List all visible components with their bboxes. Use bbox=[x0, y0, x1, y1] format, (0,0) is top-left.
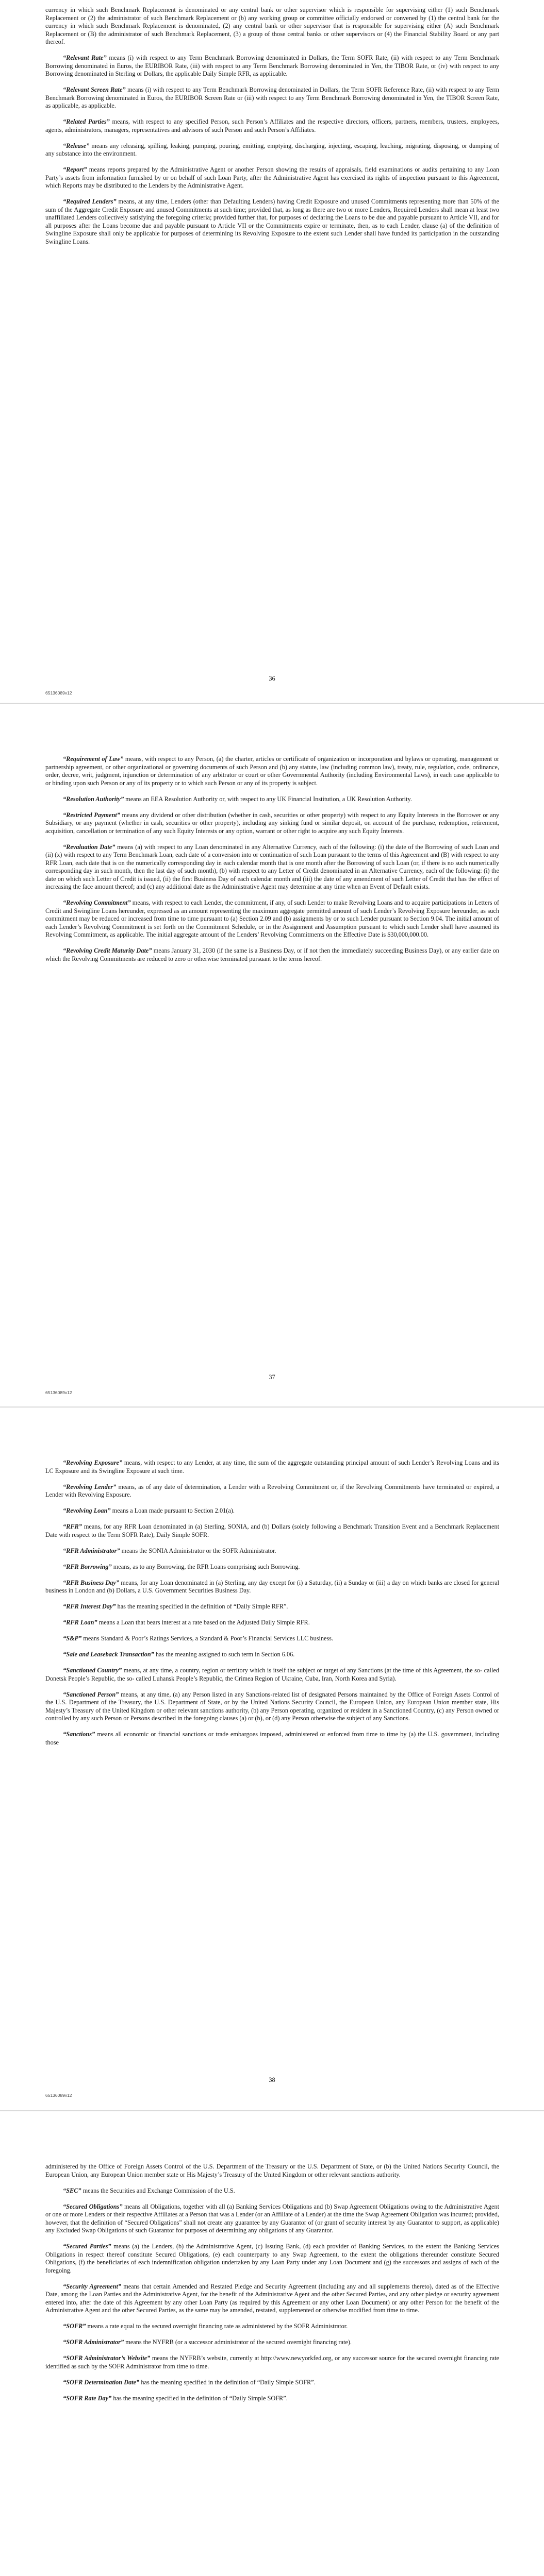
defined-term: “RFR Business Day” bbox=[63, 1579, 119, 1586]
defined-term: “RFR Loan” bbox=[63, 1619, 97, 1626]
definition-relevant-rate: “Relevant Rate” means (i) with respect to any Term Benchmark Borrowing denominated in Dollars, the Term SOFR Rate, (ii) with respect to any Term Benchmark Borrowing denominated in Euros, the EURIBOR Rate, (iii) with respect to any Term Benchmark Borrowing denominated in Yen, the TIBOR Rate, or (iv) with respect to any Borrowing denominated in Sterling or Dollars, the applicable Daily Simple RFR, as applicable. bbox=[45, 54, 499, 77]
defined-term: “Report” bbox=[63, 166, 87, 173]
defined-term: “Secured Parties” bbox=[63, 2243, 111, 2250]
definition-sale-and-leaseback: “Sale and Leaseback Transaction” has the meaning assigned to such term in Section 6.06. bbox=[63, 1651, 295, 1658]
definition-required-lenders: “Required Lenders” means, at any time, Lenders (other than Defaulting Lenders) having Credit Exposure and unused Commitments representing more than 50% of the sum of the Aggregate Credit Exposure and unused Commitments at such time; provided that, as long as there are two or more Lenders, Required Lenders shall mean at least two unaffiliated Lenders collectively satisfying the foregoing criteria; provided further that, for purposes of declaring the Loans to be due and payable pursuant to Article VII, and for all purposes after the Loans become due and payable pursuant to Article VII or the Commitments expire or terminate, then, as to each Lender, clause (a) of the definition of Swingline Exposure shall only be applicable for purposes of determining its Revolving Exposure to the extent such Lender shall have funded its participation in the outstanding Swingline Loans. bbox=[45, 198, 499, 245]
paragraph: administered by the Office of Foreign Assets Control of the U.S. Department of the Treasury or the U.S. Department of State, or (b) the United Nations Security Council, the European Union, any European Union member state or His Majesty’s Treasury of the United Kingdom or other relevant sanctions authority. bbox=[45, 2163, 499, 2178]
defined-term: “Restricted Payment” bbox=[63, 811, 120, 819]
defined-term: “Secured Obligations” bbox=[63, 2202, 123, 2210]
defined-term: “Release” bbox=[63, 142, 90, 149]
definition-rfr-interest-day: “RFR Interest Day” has the meaning specified in the definition of “Daily Simple RFR”. bbox=[63, 1603, 288, 1610]
page-number: 37 bbox=[269, 1374, 275, 1381]
document-id: 65136089v12 bbox=[45, 1390, 72, 1395]
defined-term: “Sanctioned Person” bbox=[63, 1690, 119, 1698]
defined-term: “SOFR Administrator’s Website” bbox=[63, 2354, 151, 2362]
defined-term: “Revolving Loan” bbox=[63, 1507, 111, 1514]
defined-term: “RFR Administrator” bbox=[63, 1547, 120, 1554]
defined-term: “Requirement of Law” bbox=[63, 755, 124, 762]
definition-rfr-business-day: “RFR Business Day” means, for any Loan denominated in (a) Sterling, any day except for (i) a Saturday, (ii) a Sunday or (iii) a day on which banks are closed for general business in London and (b) Dollars, a U.S. Government Securities Business Day. bbox=[45, 1579, 499, 1594]
definition-revolving-lender: “Revolving Lender” means, as of any date of determination, a Lender with a Revolving Commitment or, if the Revolving Commitments have terminated or expired, a Lender with Revolving Exposure. bbox=[45, 1483, 500, 1498]
defined-term: “SOFR Rate Day” bbox=[63, 2394, 112, 2402]
page-36-content bbox=[45, 6, 499, 254]
page-number: 38 bbox=[269, 2076, 275, 2083]
defined-term: “SOFR Administrator” bbox=[63, 2338, 124, 2346]
definition-rfr-borrowing: “RFR Borrowing” means, as to any Borrowing, the RFR Loans comprising such Borrowing. bbox=[63, 1563, 300, 1570]
page-39-content bbox=[45, 2163, 499, 2411]
document-id: 65136089v12 bbox=[45, 690, 72, 696]
defined-term: “Security Agreement” bbox=[63, 2282, 122, 2290]
defined-term: “Resolution Authority” bbox=[63, 795, 124, 803]
defined-term: “Sale and Leaseback Transaction” bbox=[63, 1651, 154, 1658]
defined-term: “RFR Borrowing” bbox=[63, 1563, 112, 1570]
definition-sec: “SEC” means the Securities and Exchange Commission of the U.S. bbox=[63, 2187, 235, 2194]
definition-resolution-authority: “Resolution Authority” means an EEA Resolution Authority or, with respect to any UK Financial Institution, a UK Resolution Authority. bbox=[63, 795, 412, 803]
paragraph: currency in which such Benchmark Replacement is denominated or any central bank or other supervisor which is responsible for supervising either (1) such Benchmark Replacement or (2) the administrator of such Benchmark Replacement or (b) any working group or committee officially endorsed or convened by (1) the central bank for the currency in which such Benchmark Replacement is denominated, (2) any central bank or other supervisor that is responsible for supervising either (A) such Benchmark Replacement or (B) the administrator of such Benchmark Replacement, (3) a group of those central banks or other supervisors or (4) the Financial Stability Board or any part thereof. bbox=[45, 6, 499, 45]
page-37-content bbox=[45, 755, 499, 971]
definition-restricted-payment: “Restricted Payment” means any dividend or other distribution (whether in cash, securities or other property) with respect to any Equity Interests in the Borrower or any Subsidiary, or any payment (whether in cash, securities or other property), including any sinking fund or similar deposit, on account of the purchase, redemption, retirement, acquisition, cancellation or termination of any such Equity Interests or any option, warrant or other right to acquire any such Equity Interests. bbox=[45, 811, 500, 835]
definition-sanctioned-country: “Sanctioned Country” means, at any time, a country, region or territory which is itself the subject or target of any Sanctions (at the time of this Agreement, the so- called Donetsk People’s Republic, the so- called Luhansk People’s Republic, the Crimea Region of Ukraine, Cuba, Iran, North Korea and Syria). bbox=[45, 1667, 499, 1682]
defined-term: “Revolving Lender” bbox=[63, 1483, 117, 1490]
definition-sanctioned-person: “Sanctioned Person” means, at any time, (a) any Person listed in any Sanctions-related list of designated Persons maintained by the Office of Foreign Assets Control of the U.S. Department of the Treasury, the U.S. Department of State, or by the United Nations Security Council, the European Union, any European Union member state, His Majesty’s Treasury of the United Kingdom or other relevant sanctions authority, (b) any Person operating, organized or resident in a Sanctioned Country, (c) any Person owned or controlled by any such Person or Persons described in the foregoing clauses (a) or (b), or (d) any Person otherwise the subject of any Sanctions. bbox=[45, 1690, 499, 1722]
definition-sofr-administrators-website: “SOFR Administrator’s Website” means the NYFRB’s website, currently at http://www.newyorkfed.org, or any successor source for the secured overnight financing rate identified as such by the SOFR Administrator from time to time. bbox=[45, 2354, 500, 2370]
definition-revolving-loan: “Revolving Loan” means a Loan made pursuant to Section 2.01(a). bbox=[63, 1507, 235, 1514]
defined-term: “SOFR Determination Date” bbox=[63, 2378, 140, 2386]
definition-revolving-credit-maturity-date: “Revolving Credit Maturity Date” means January 31, 2030 (if the same is a Business Day, or if not then the immediately succeeding Business Day), or any earlier date on which the Revolving Commitments are reduced to zero or otherwise terminated pursuant to the terms hereof. bbox=[45, 947, 500, 962]
definition-sofr: “SOFR” means a rate equal to the secured overnight financing rate as administered by the SOFR Administrator. bbox=[63, 2323, 348, 2330]
defined-term: “RFR Interest Day” bbox=[63, 1603, 116, 1610]
definition-sanctions: “Sanctions” means all economic or financial sanctions or trade embargoes imposed, administered or enforced from time to time by (a) the U.S. government, including those bbox=[45, 1731, 499, 1746]
definition-relevant-screen-rate: “Relevant Screen Rate” means (i) with respect to any Term Benchmark Borrowing denominated in Dollars, the Term SOFR Reference Rate, (ii) with respect to any Term Benchmark Borrowing denominated in Euros, the EURIBOR Screen Rate or (iii) with respect to any Term Benchmark Borrowing denominated in Yen, the TIBOR Screen Rate, as applicable, as applicable. bbox=[45, 86, 500, 109]
page-36 bbox=[0, 0, 544, 703]
definition-sofr-administrator: “SOFR Administrator” means the NYFRB (or a successor administrator of the secured overnight financing rate). bbox=[63, 2338, 352, 2346]
definition-secured-parties: “Secured Parties” means (a) the Lenders, (b) the Administrative Agent, (c) Issuing Bank, (d) each provider of Banking Services, to the extent the Banking Services Obligations in respect thereof constitute Secured Obligations, (e) each counterparty to any Swap Agreement, to the extent the obligations thereunder constitute Secured Obligations, (f) the beneficiaries of each indemnification obligation undertaken by any Loan Party under any Loan Document and (g) the successors and assigns of each of the foregoing. bbox=[45, 2243, 499, 2274]
page-38-content bbox=[45, 1459, 499, 1755]
definition-sofr-rate-day: “SOFR Rate Day” has the meaning specified in the definition of “Daily Simple SOFR”. bbox=[63, 2394, 288, 2402]
defined-term: “Revaluation Date” bbox=[63, 843, 116, 851]
definition-rfr-loan: “RFR Loan” means a Loan that bears interest at a rate based on the Adjusted Daily Simple RFR. bbox=[63, 1619, 310, 1626]
definition-revolving-exposure: “Revolving Exposure” means, with respect to any Lender, at any time, the sum of the aggregate outstanding principal amount of such Lender’s Revolving Loans and its LC Exposure and its Swingline Exposure at such time. bbox=[45, 1459, 499, 1475]
page-number: 36 bbox=[269, 675, 275, 682]
defined-term: “Revolving Credit Maturity Date” bbox=[63, 947, 152, 954]
definition-related-parties: “Related Parties” means, with respect to any specified Person, such Person’s Affiliates and the respective directors, officers, partners, members, trustees, employees, agents, administrators, managers, representatives and advisors of such Person and such Person’s Affiliates. bbox=[45, 118, 499, 133]
definition-sandp: “S&P” means Standard & Poor’s Ratings Services, a Standard & Poor’s Financial Services LLC business. bbox=[63, 1635, 334, 1642]
definition-rfr-administrator: “RFR Administrator” means the SONIA Administrator or the SOFR Administrator. bbox=[63, 1547, 276, 1554]
definition-requirement-of-law: “Requirement of Law” means, with respect to any Person, (a) the charter, articles or certificate of organization or incorporation and bylaws or operating, management or partnership agreement, or other organizational or governing documents of such Person and (b) any statute, law (including common law), treaty, rule, regulation, code, ordinance, order, decree, writ, judgment, injunction or determination of any arbitrator or court or other Governmental Authority (including Environmental Laws), in each case applicable to or binding upon such Person or any of its property or to which such Person or any of its property is subject. bbox=[45, 755, 499, 787]
page-38 bbox=[0, 1408, 544, 2110]
defined-term: “Relevant Screen Rate” bbox=[63, 86, 126, 93]
defined-term: “SOFR” bbox=[63, 2323, 86, 2330]
defined-term: “Related Parties” bbox=[63, 118, 110, 125]
defined-term: “RFR” bbox=[63, 1523, 82, 1530]
defined-term: “Sanctions” bbox=[63, 1731, 95, 1738]
definition-report: “Report” means reports prepared by the Administrative Agent or another Person showing the results of appraisals, field examinations or audits pertaining to any Loan Party’s assets from information furnished by or on behalf of such Loan Party, after the Administrative Agent has exercised its rights of inspection pursuant to this Agreement, which Reports may be distributed to the Lenders by the Administrative Agent. bbox=[45, 166, 499, 189]
defined-term: “Required Lenders” bbox=[63, 198, 117, 205]
definition-sofr-determination-date: “SOFR Determination Date” has the meaning specified in the definition of “Daily Simple SOFR”. bbox=[63, 2378, 316, 2386]
defined-term: “Revolving Exposure” bbox=[63, 1459, 123, 1466]
page-37 bbox=[0, 704, 544, 1406]
definition-rfr: “RFR” means, for any RFR Loan denominated in (a) Sterling, SONIA, and (b) Dollars (solely following a Benchmark Transition Event and a Benchmark Replacement Date with respect to the Term SOFR Rate), Daily Simple SOFR. bbox=[45, 1523, 499, 1538]
page-39 bbox=[0, 2111, 544, 2576]
defined-term: “SEC” bbox=[63, 2187, 81, 2194]
defined-term: “Relevant Rate” bbox=[63, 54, 107, 61]
definition-release: “Release” means any releasing, spilling, leaking, pumping, pouring, emitting, emptying, discharging, injecting, escaping, leaching, migrating, disposing, or dumping of any substance into the environment. bbox=[45, 142, 499, 157]
definition-revaluation-date: “Revaluation Date” means (a) with respect to any Loan denominated in any Alternative Currency, each of the following: (i) the date of the Borrowing of such Loan and (ii) (x) with respect to any Term Benchmark Loan, each date of a conversion into or continuation of such Loan pursuant to the terms of this Agreement and (B) with respect to any RFR Loan, each date that is on the numerically corresponding day in each calendar month that is one month after the Borrowing of such Loan (or, if there is no such numerically corresponding day in such month, then the last day of such month), (b) with respect to any Letter of Credit denominated in an Alternative Currency, each of the following: (i) the date on which such Letter of Credit is issued, (ii) the first Business Day of each calendar month and (iii) the date of any amendment of such Letter of Credit that has the effect of increasing the face amount thereof; and (c) any additional date as the Administrative Agent may determine at any time when an Event of Default exists. bbox=[45, 843, 500, 890]
defined-term: “Revolving Commitment” bbox=[63, 899, 131, 906]
definition-security-agreement: “Security Agreement” means that certain Amended and Restated Pledge and Security Agreement (including any and all supplements thereto), dated as of the Effective Date, among the Loan Parties and the Administrative Agent, for the benefit of the Administrative Agent and the other Secured Parties, and any other pledge or security agreement entered into, after the date of this Agreement by any other Loan Party (as required by this Agreement or any other Loan Document) or any other Person for the benefit of the Administrative Agent and the other Secured Parties, as the same may be amended, restated, supplemented or otherwise modified from time to time. bbox=[45, 2282, 499, 2314]
definition-revolving-commitment: “Revolving Commitment” means, with respect to each Lender, the commitment, if any, of such Lender to make Revolving Loans and to acquire participations in Letters of Credit and Swingline Loans hereunder, expressed as an amount representing the maximum aggregate permitted amount of such Lender’s Revolving Exposure hereunder, as such commitment may be reduced or increased from time to time pursuant to (a) Section 2.09 and (b) assignments by or to such Lender pursuant to Section 9.04. The initial amount of each Lender’s Revolving Commitment is set forth on the Commitment Schedule, or in the Assignment and Assumption pursuant to which such Lender shall have assumed its Revolving Commitment, as applicable. The initial aggregate amount of the Lenders’ Revolving Commitments on the Effective Date is $30,000,000.00. bbox=[45, 899, 499, 938]
document-id: 65136089v12 bbox=[45, 2093, 72, 2098]
defined-term: “Sanctioned Country” bbox=[63, 1667, 122, 1674]
definition-secured-obligations: “Secured Obligations” means all Obligations, together with all (a) Banking Services Obligations and (b) Swap Agreement Obligations owing to the Administrative Agent or one or more Lenders or their respective Affiliates at a Person that was a Lender (or an Affiliate of a Lender) at the time the Swap Agreement Obligation was incurred; provided, however, that the definition of “Secured Obligations” shall not create any guarantee by any Guarantor of (or grant of security interest by any Guarantor to support, as applicable) any Excluded Swap Obligations of such Guarantor for purposes of determining any obligations of any Guarantor. bbox=[45, 2202, 499, 2234]
defined-term: “S&P” bbox=[63, 1635, 82, 1642]
